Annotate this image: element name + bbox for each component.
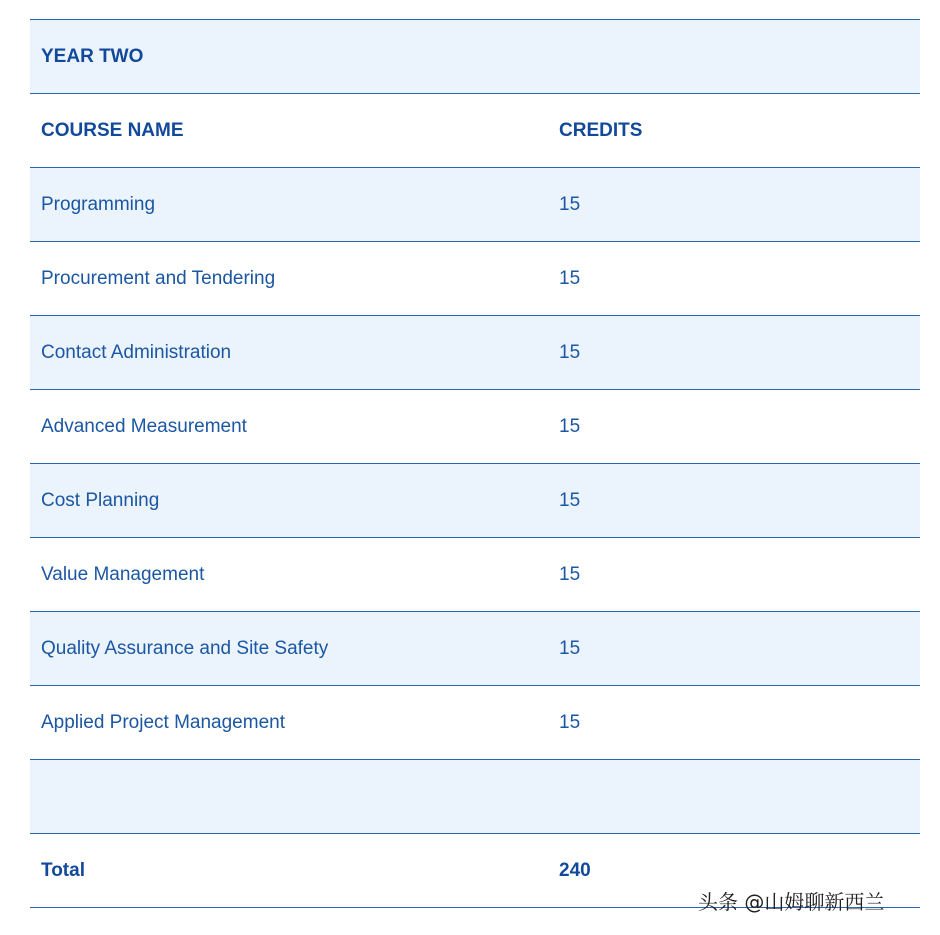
section-header-row: [30, 20, 920, 94]
table-row: [30, 464, 920, 538]
course-name: Value Management: [41, 563, 205, 585]
course-table: [30, 19, 920, 908]
course-credits: 15: [559, 711, 581, 733]
total-label: Total: [41, 859, 85, 881]
course-name: Procurement and Tendering: [41, 267, 276, 289]
table-row: [30, 686, 920, 760]
table-row: [30, 390, 920, 464]
course-credits: 15: [559, 193, 581, 215]
course-credits: 15: [559, 267, 581, 289]
course-name: Quality Assurance and Site Safety: [41, 637, 329, 659]
course-name: Contact Administration: [41, 341, 232, 363]
empty-row: [30, 760, 920, 834]
course-credits: 15: [559, 341, 581, 363]
column-header-row: [30, 94, 920, 168]
column-header-course-name: COURSE NAME: [41, 119, 184, 141]
table-row: [30, 168, 920, 242]
watermark-text: 头条 @山姆聊新西兰: [698, 890, 885, 914]
course-credits: 15: [559, 563, 581, 585]
course-credits: 15: [559, 415, 581, 437]
section-title: YEAR TWO: [41, 45, 144, 67]
course-credits: 15: [559, 637, 581, 659]
column-header-credits: CREDITS: [559, 119, 643, 141]
course-name: Advanced Measurement: [41, 415, 247, 437]
table-row: [30, 242, 920, 316]
course-name: Cost Planning: [41, 489, 160, 511]
table-row: [30, 538, 920, 612]
course-credits: 15: [559, 489, 581, 511]
table-row: [30, 612, 920, 686]
course-name: Applied Project Management: [41, 711, 285, 733]
total-credits: 240: [559, 859, 591, 881]
course-name: Programming: [41, 193, 156, 215]
table-row: [30, 316, 920, 390]
